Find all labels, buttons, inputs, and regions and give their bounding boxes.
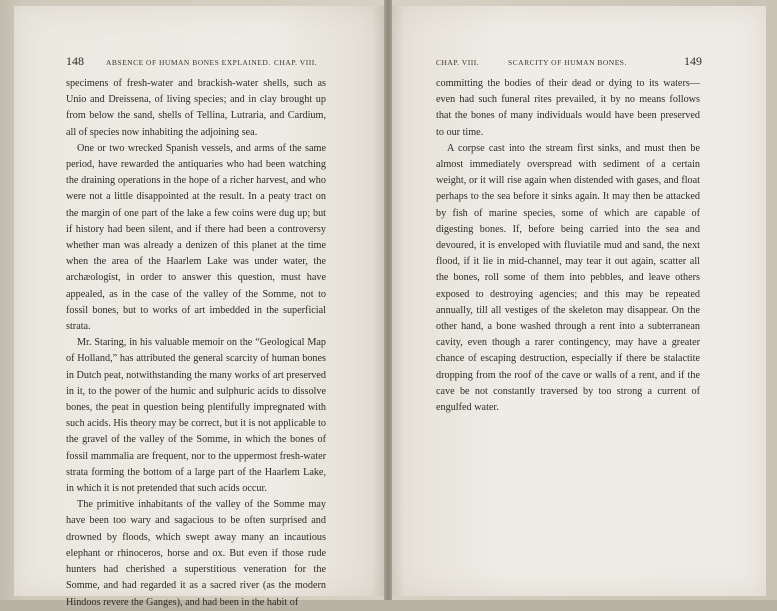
paragraph: committing the bodies of their dead or dying to its waters— even had such funeral rites prevailed, it by no means follows that the bones of many individuals would have been preserved to our time.: [436, 78, 700, 138]
body-text: [66, 76, 326, 611]
paragraph: Mr. Staring, in his valuable memoir on the “Geological Map of Holland,” has attributed the general scarcity of human bones in Dutch peat, notwithstanding the many works of art preserved in it, to the power of the humic and sulphuric acids to dissolve bones, the peat in question being plentifully impregnated with such acids. His theory may be correct, but it is not applicable to the gravel of the valley of the Somme, in which the bones of fossil mammalia are frequent, nor to the uppermost fresh-water strata forming the bottom of a large part of the Haarlem Lake, in which it is not pretended that such acids occur.: [66, 337, 326, 495]
chapter-label: CHAP. VIII.: [274, 58, 318, 67]
right-page: [392, 6, 766, 596]
running-head: SCARCITY OF HUMAN BONES.: [508, 58, 627, 67]
paragraph: One or two wrecked Spanish vessels, and arms of the same period, have rewarded the antiquaries who had been watching the draining operations in the hope of a richer harvest, and who were not a little disappointed at the result. In a peaty tract on the margin of one part of the lake a few coins were dug up; but if history had been silent, and if there had been a controversy whether man was already a denizen of this planet at the time when the area of the Haarlem Lake was under water, the archæologist, in order to answer this question, must have appealed, as in the case of the valley of the Somme, not to fossil bones, but to works of art imbedded in the superficial strata.: [66, 142, 326, 333]
chapter-label: CHAP. VIII.: [436, 58, 480, 67]
page-number: 148: [66, 54, 84, 68]
paragraph: The primitive inhabitants of the valley of the Somme may have been too wary and sagacious to be often surprised and drowned by floods, which swept away many an incautious elephant or rhinoceros, horse and ox. But even if those rude hunters had cherished a superstitious veneration for the Somme, and had regarded it as a sacred river (as the modern Hindoos revere the Ganges), and had been in the habit of: [66, 499, 326, 608]
paragraph: A corpse cast into the stream first sinks, and must then be almost immediately overspread with sediment of a certain weight, or it will rise again when distended with gases, and float perhaps to the sea before it sinks again. It may then be attacked by fish of marine species, some of which are capable of digesting bones. If, before being carried into the sea and devoured, it is enveloped with fluviatile mud and sand, the next flood, if it lie in mid-channel, may tear it out again, scatter all the bones, roll some of them into pebbles, and leave others exposed to destroying agencies; and this may be repeated annually, till all vestiges of the skeleton may disappear. On the other hand, a bone washed through a rent into a subterranean cavity, even though a rarer contingency, may have a greater chance of escaping destruction, especially if there be stalactite dropping from the roof of the cave or walls of a rent, and if the cave be not constantly traversed by too strong a current of engulfed water.: [436, 142, 700, 414]
page-number: 149: [684, 54, 702, 68]
body-text: [436, 76, 700, 416]
running-head: ABSENCE OF HUMAN BONES EXPLAINED.: [106, 58, 271, 67]
left-page: [14, 6, 384, 608]
paragraph: specimens of fresh-water and brackish-water shells, such as Unio and Dreissena, of living species; and in clay brought up from below the sand, shells of Tellina, Lutraria, and Cardium, all of species now inhabiting the adjoining sea.: [66, 78, 326, 138]
book-gutter: [384, 0, 392, 600]
